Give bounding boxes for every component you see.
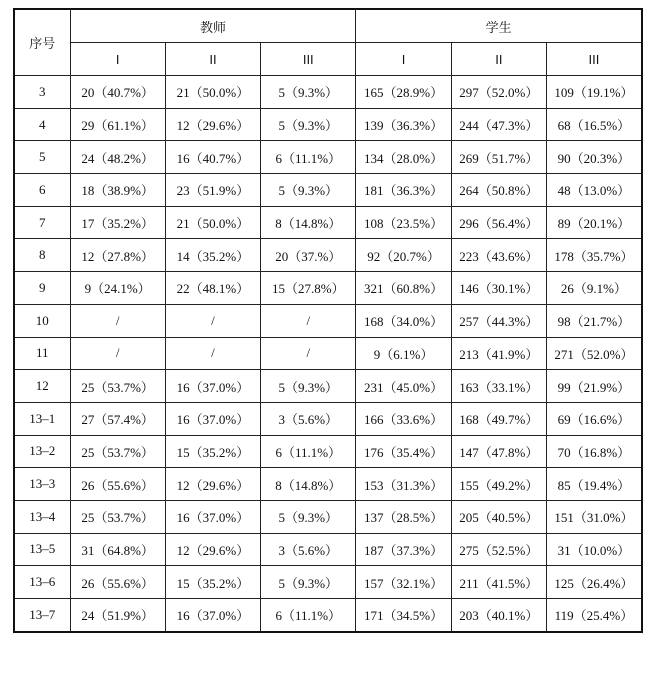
- teacher-cell-3: 6（11.1%）: [261, 599, 356, 632]
- teacher-cell-1: 31（64.8%）: [70, 533, 165, 566]
- teacher-cell-3: 8（14.8%）: [261, 206, 356, 239]
- student-cell-1: 168（34.0%）: [356, 304, 451, 337]
- student-cell-3: 26（9.1%）: [547, 272, 642, 305]
- student-cell-3: 31（10.0%）: [547, 533, 642, 566]
- student-cell-3: 69（16.6%）: [547, 402, 642, 435]
- teacher-cell-2: 23（51.9%）: [165, 174, 260, 207]
- teacher-cell-1: 26（55.6%）: [70, 468, 165, 501]
- teacher-cell-2: 15（35.2%）: [165, 435, 260, 468]
- student-cell-1: 231（45.0%）: [356, 370, 451, 403]
- table-row: [14, 76, 642, 109]
- student-col-3-header: III: [547, 43, 642, 76]
- student-cell-2: 211（41.5%）: [451, 566, 546, 599]
- teacher-cell-3: 5（9.3%）: [261, 566, 356, 599]
- student-cell-1: 92（20.7%）: [356, 239, 451, 272]
- student-group-header: 学生: [356, 9, 642, 43]
- row-index: 13–4: [14, 500, 70, 533]
- student-cell-1: 137（28.5%）: [356, 500, 451, 533]
- table-row: [14, 468, 642, 501]
- teacher-cell-2: 16（40.7%）: [165, 141, 260, 174]
- student-cell-2: 168（49.7%）: [451, 402, 546, 435]
- teacher-cell-3: 5（9.3%）: [261, 76, 356, 109]
- row-index: 7: [14, 206, 70, 239]
- student-cell-2: 297（52.0%）: [451, 76, 546, 109]
- student-cell-2: 213（41.9%）: [451, 337, 546, 370]
- teacher-cell-3: 3（5.6%）: [261, 402, 356, 435]
- teacher-cell-1: /: [70, 337, 165, 370]
- student-cell-1: 153（31.3%）: [356, 468, 451, 501]
- teacher-cell-2: 16（37.0%）: [165, 599, 260, 632]
- teacher-cell-2: /: [165, 337, 260, 370]
- table-header: [14, 9, 642, 76]
- teacher-cell-1: 12（27.8%）: [70, 239, 165, 272]
- student-cell-1: 157（32.1%）: [356, 566, 451, 599]
- student-cell-1: 187（37.3%）: [356, 533, 451, 566]
- teacher-cell-3: 5（9.3%）: [261, 370, 356, 403]
- teacher-cell-2: 21（50.0%）: [165, 76, 260, 109]
- student-cell-3: 85（19.4%）: [547, 468, 642, 501]
- student-cell-1: 139（36.3%）: [356, 108, 451, 141]
- teacher-cell-1: 24（51.9%）: [70, 599, 165, 632]
- teacher-cell-1: 20（40.7%）: [70, 76, 165, 109]
- row-index: 10: [14, 304, 70, 337]
- row-index: 5: [14, 141, 70, 174]
- student-cell-2: 223（43.6%）: [451, 239, 546, 272]
- row-index: 6: [14, 174, 70, 207]
- teacher-cell-2: 12（29.6%）: [165, 533, 260, 566]
- row-index: 8: [14, 239, 70, 272]
- table-row: [14, 206, 642, 239]
- student-cell-3: 125（26.4%）: [547, 566, 642, 599]
- student-cell-3: 70（16.8%）: [547, 435, 642, 468]
- teacher-cell-2: 16（37.0%）: [165, 370, 260, 403]
- student-cell-2: 155（49.2%）: [451, 468, 546, 501]
- student-cell-3: 151（31.0%）: [547, 500, 642, 533]
- table-row: [14, 337, 642, 370]
- student-cell-3: 90（20.3%）: [547, 141, 642, 174]
- teacher-cell-3: /: [261, 337, 356, 370]
- table-row: [14, 370, 642, 403]
- student-cell-3: 99（21.9%）: [547, 370, 642, 403]
- teacher-col-3-header: III: [261, 43, 356, 76]
- student-cell-3: 109（19.1%）: [547, 76, 642, 109]
- teacher-cell-2: 12（29.6%）: [165, 108, 260, 141]
- student-cell-3: 89（20.1%）: [547, 206, 642, 239]
- table-row: [14, 141, 642, 174]
- index-header: 序号: [14, 9, 70, 76]
- student-cell-1: 134（28.0%）: [356, 141, 451, 174]
- student-cell-1: 181（36.3%）: [356, 174, 451, 207]
- teacher-group-header: 教师: [70, 9, 356, 43]
- student-cell-2: 146（30.1%）: [451, 272, 546, 305]
- teacher-cell-1: 25（53.7%）: [70, 500, 165, 533]
- row-index: 4: [14, 108, 70, 141]
- teacher-cell-3: 5（9.3%）: [261, 174, 356, 207]
- student-cell-3: 48（13.0%）: [547, 174, 642, 207]
- row-index: 13–2: [14, 435, 70, 468]
- teacher-cell-1: 18（38.9%）: [70, 174, 165, 207]
- teacher-cell-3: 5（9.3%）: [261, 108, 356, 141]
- table-row: [14, 239, 642, 272]
- student-cell-2: 205（40.5%）: [451, 500, 546, 533]
- teacher-cell-1: 26（55.6%）: [70, 566, 165, 599]
- teacher-cell-3: 15（27.8%）: [261, 272, 356, 305]
- row-index: 11: [14, 337, 70, 370]
- student-cell-1: 176（35.4%）: [356, 435, 451, 468]
- table-row: [14, 533, 642, 566]
- row-index: 13–7: [14, 599, 70, 632]
- teacher-col-2-header: II: [165, 43, 260, 76]
- teacher-cell-2: 22（48.1%）: [165, 272, 260, 305]
- table-row: [14, 304, 642, 337]
- table-row: [14, 435, 642, 468]
- teacher-cell-2: 12（29.6%）: [165, 468, 260, 501]
- row-index: 13–6: [14, 566, 70, 599]
- row-index: 12: [14, 370, 70, 403]
- teacher-cell-3: 3（5.6%）: [261, 533, 356, 566]
- table-row: [14, 566, 642, 599]
- student-col-2-header: II: [451, 43, 546, 76]
- teacher-cell-1: 25（53.7%）: [70, 435, 165, 468]
- table-body: [14, 76, 642, 632]
- table-row: [14, 402, 642, 435]
- teacher-cell-3: 8（14.8%）: [261, 468, 356, 501]
- teacher-cell-1: 27（57.4%）: [70, 402, 165, 435]
- teacher-cell-1: 9（24.1%）: [70, 272, 165, 305]
- student-cell-3: 68（16.5%）: [547, 108, 642, 141]
- row-index: 13–1: [14, 402, 70, 435]
- table-row: [14, 599, 642, 632]
- teacher-cell-2: 14（35.2%）: [165, 239, 260, 272]
- teacher-cell-2: /: [165, 304, 260, 337]
- teacher-cell-3: 6（11.1%）: [261, 141, 356, 174]
- teacher-cell-1: 29（61.1%）: [70, 108, 165, 141]
- student-cell-1: 166（33.6%）: [356, 402, 451, 435]
- student-cell-2: 147（47.8%）: [451, 435, 546, 468]
- teacher-cell-3: /: [261, 304, 356, 337]
- table-row: [14, 108, 642, 141]
- student-cell-2: 264（50.8%）: [451, 174, 546, 207]
- student-cell-3: 271（52.0%）: [547, 337, 642, 370]
- teacher-cell-3: 5（9.3%）: [261, 500, 356, 533]
- results-table: [13, 8, 643, 633]
- table-row: [14, 174, 642, 207]
- student-cell-3: 178（35.7%）: [547, 239, 642, 272]
- teacher-cell-1: 25（53.7%）: [70, 370, 165, 403]
- student-cell-3: 98（21.7%）: [547, 304, 642, 337]
- teacher-col-1-header: I: [70, 43, 165, 76]
- teacher-cell-3: 6（11.1%）: [261, 435, 356, 468]
- table-row: [14, 500, 642, 533]
- row-index: 13–5: [14, 533, 70, 566]
- teacher-cell-2: 15（35.2%）: [165, 566, 260, 599]
- student-cell-2: 203（40.1%）: [451, 599, 546, 632]
- student-cell-3: 119（25.4%）: [547, 599, 642, 632]
- teacher-cell-1: 17（35.2%）: [70, 206, 165, 239]
- student-col-1-header: I: [356, 43, 451, 76]
- student-cell-2: 296（56.4%）: [451, 206, 546, 239]
- student-cell-2: 269（51.7%）: [451, 141, 546, 174]
- teacher-cell-1: 24（48.2%）: [70, 141, 165, 174]
- student-cell-1: 171（34.5%）: [356, 599, 451, 632]
- teacher-cell-2: 16（37.0%）: [165, 500, 260, 533]
- student-cell-1: 321（60.8%）: [356, 272, 451, 305]
- teacher-cell-2: 21（50.0%）: [165, 206, 260, 239]
- teacher-cell-3: 20（37.%）: [261, 239, 356, 272]
- table-row: [14, 272, 642, 305]
- teacher-cell-2: 16（37.0%）: [165, 402, 260, 435]
- student-cell-2: 275（52.5%）: [451, 533, 546, 566]
- teacher-cell-1: /: [70, 304, 165, 337]
- student-cell-1: 108（23.5%）: [356, 206, 451, 239]
- row-index: 9: [14, 272, 70, 305]
- student-cell-2: 244（47.3%）: [451, 108, 546, 141]
- student-cell-1: 9（6.1%）: [356, 337, 451, 370]
- student-cell-2: 257（44.3%）: [451, 304, 546, 337]
- row-index: 13–3: [14, 468, 70, 501]
- student-cell-2: 163（33.1%）: [451, 370, 546, 403]
- row-index: 3: [14, 76, 70, 109]
- student-cell-1: 165（28.9%）: [356, 76, 451, 109]
